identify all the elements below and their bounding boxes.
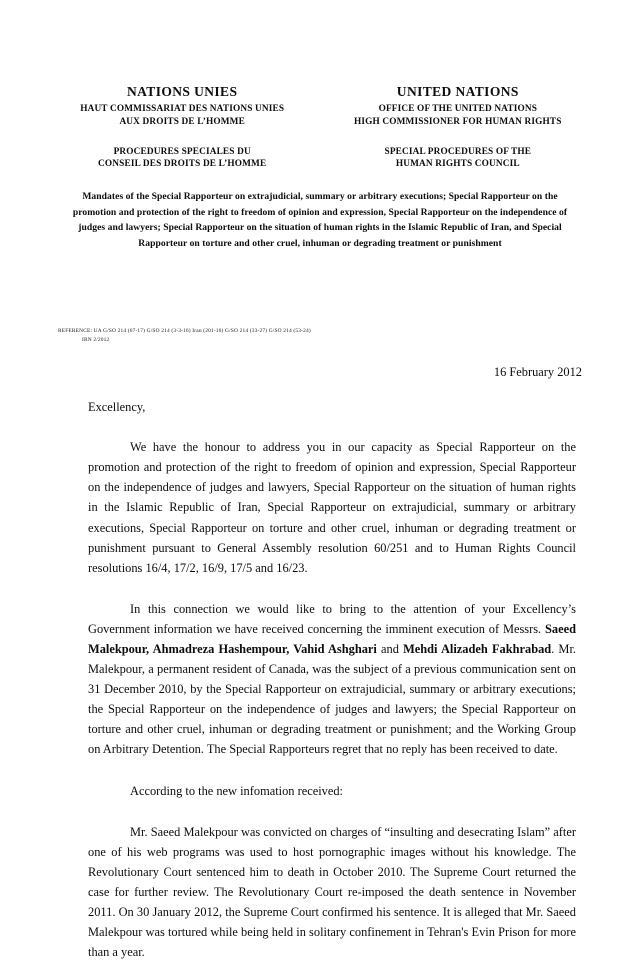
letterhead-french-subtitle-line2: AUX DROITS DE L’HOMME [119, 116, 245, 127]
letterhead-french-procedures-line1: PROCEDURES SPECIALES DU [113, 146, 251, 157]
paragraph-case-details: Mr. Saeed Malekpour was convicted on charges of “insulting and desecrating Islam” after one of his web programs was used to host pornographic images without his knowledge. The Revolutionary Court sentenced him to death in October 2010. The Supreme Court returned the case for further review. The Revolutionary Court re-imposed the death sentence in November 2011. On 30 January 2012, the Supreme Court confirmed his sentence. It is alleged that Mr. Saeed Malekpour was tortured while being held in solitary confinement in Tehran's Evin Prison for more than a year. [88, 824, 576, 960]
letterhead-english-title: UNITED NATIONS [396, 84, 519, 99]
names-conjunction: and [376, 641, 404, 656]
reference-line-2: IRN 2/2012 [82, 337, 110, 344]
letter-date: 16 February 2012 [493, 365, 582, 380]
letterhead-french-procedures [60, 146, 304, 172]
letterhead-french [60, 84, 304, 171]
letterhead-french-title: NATIONS UNIES [127, 84, 238, 99]
paragraph-mandate-capacity: We have the honour to address you in our capacity as Special Rapporteur on the promotion and protection of the right to freedom of opinion and expression, Special Rapporteur on the independence of judges and lawyers, Special Rapporteur on the situation of human rights in the Islamic Republic of Iran, Special Rapporteur on extrajudicial, summary or arbitrary executions, Special Rapporteur on torture and other cruel, inhuman or degrading treatment or punishment pursuant to General Assembly resolution 60/251 and to Human Rights Council resolutions 16/4, 17/2, 16/9, 17/5 and 16/23. [88, 440, 576, 575]
paragraph-2-text-before-names: In this connection we would like to bring to the attention of your Excellency’s Government information we have received concerning the imminent execution of Messrs. [88, 601, 576, 636]
reference-line-1: REFERENCE: UA G/SO 214 (67-17) G/SO 214 (3-3-16) Iran (201-16) G/SO 214 (33-27) G/SO 214 (53-24) [58, 328, 311, 335]
paragraph-2-text-after-names: . Mr. Malekpour, a permanent resident of Canada, was the subject of a previous communication sent on 31 December 2010, by the Special Rapporteur on extrajudicial, summary or arbitrary executions; the Special Rapporteur on the independence of judges and lawyers; the Special Rapporteur on torture and other cruel, inhuman or degrading treatment or punishment; and the Working Group on Arbitrary Detention. The Special Rapporteurs regret that no reply has been received to date. [88, 641, 576, 757]
salutation: Excellency, [88, 400, 146, 415]
letterhead-english-subtitle-line1: OFFICE OF THE UNITED NATIONS [378, 103, 538, 114]
letterhead-english-subtitle-line2: HIGH COMMISSIONER FOR HUMAN RIGHTS [354, 116, 562, 127]
letterhead-french-subtitle-line1: HAUT COMMISSARIAT DES NATIONS UNIES [80, 103, 285, 114]
letterhead-english [336, 84, 580, 171]
detainee-names-group-1: Saeed Malekpour, Ahmadreza Hashempour, Vahid Ashghari [88, 621, 576, 656]
mandates-statement: Mandates of the Special Rapporteur on extrajudicial, summary or arbitrary executions; Special Rapporteur on the promotion and protection of the right to freedom of opinion and expression, Special Rapporteur on the independence of judges and lawyers; Special Rapporteur on the situation of human rights in the Islamic Republic of Iran, and Special Rapporteur on torture and other cruel, inhuman or degrading treatment or punishment [72, 191, 568, 249]
letterhead-english-procedures-line2: HUMAN RIGHTS COUNCIL [395, 159, 520, 170]
letterhead [0, 0, 640, 171]
letterhead-french-procedures-line2: CONSEIL DES DROITS DE L’HOMME [98, 159, 267, 170]
letterhead-english-procedures [336, 146, 580, 172]
reference-block [0, 327, 640, 345]
letter-body [0, 400, 640, 962]
paragraph-according-to-information: According to the new infomation received: [130, 783, 343, 798]
detainee-names-group-2: Mehdi Alizadeh Fakhrabad [403, 641, 552, 656]
letterhead-english-procedures-line1: SPECIAL PROCEDURES OF THE [384, 146, 532, 157]
paragraph-case-introduction [88, 599, 576, 760]
